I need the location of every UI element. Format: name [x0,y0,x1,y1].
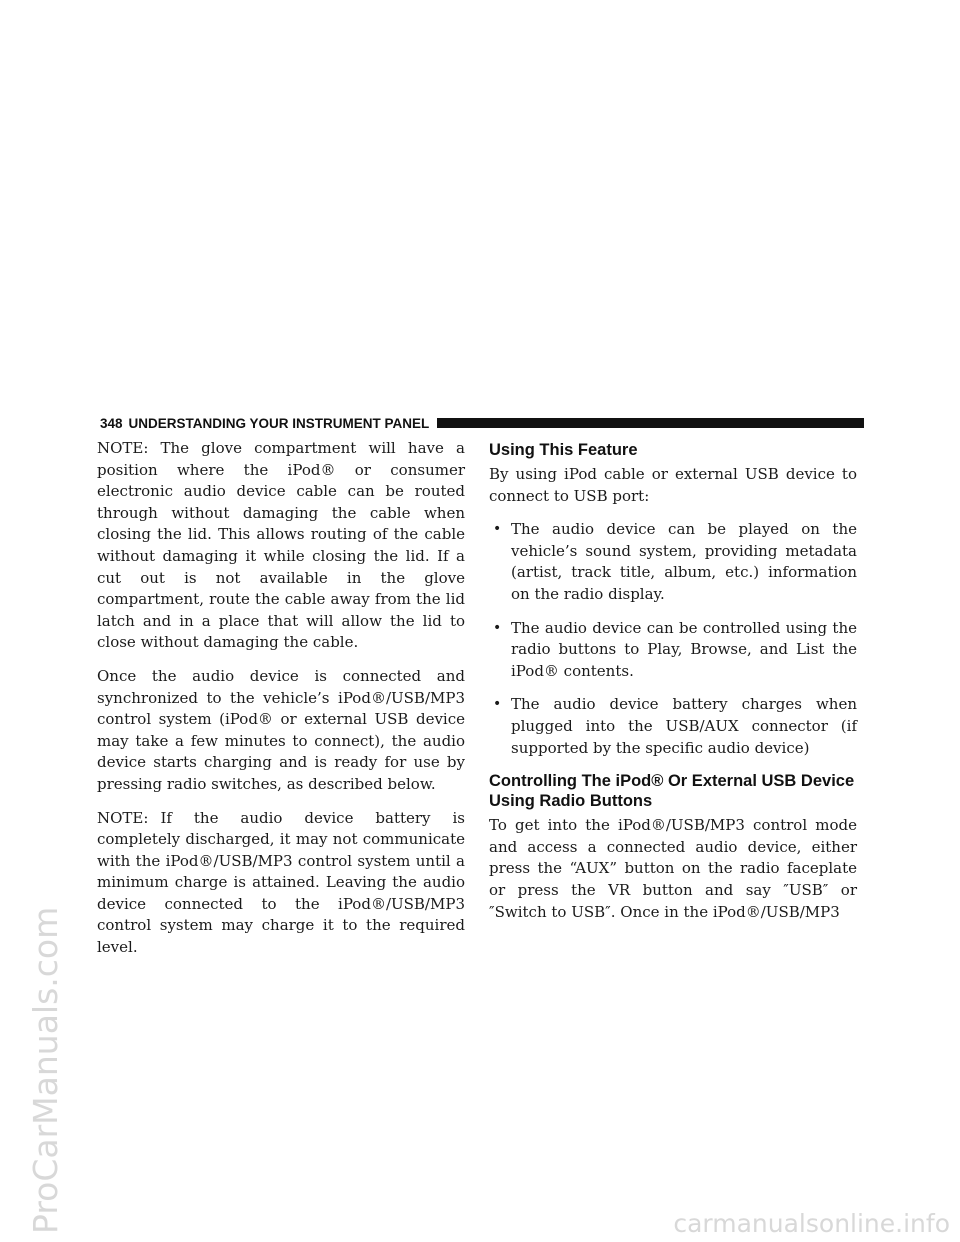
heading-controlling-ipod: Controlling The iPod® Or External USB Device Using Radio Buttons [489,772,855,811]
feature-list [489,519,857,759]
list-item: • The audio device can be controlled using the radio buttons to Play, Browse, and List the iPod® contents. [489,618,857,683]
bottom-watermark: carmanualsonline.info [673,1209,950,1238]
paragraph-control-mode: To get into the iPod®/USB/MP3 control mode and access a connected audio device, either press the “AUX” button on the radio faceplate or press the VR button and say ″USB″ or ″Switch to USB″. Once in the iPod®/USB/MP3 [489,816,857,921]
list-item: • The audio device can be played on the vehicle’s sound system, providing metadata (artist, track title, album, etc.) information on the radio display. [489,519,857,605]
page-number: 348 [100,415,123,431]
note-label: NOTE: [97,808,149,827]
left-column [97,438,465,959]
paragraph-intro: By using iPod cable or external USB device to connect to USB port: [489,465,857,505]
note-label: NOTE: [97,439,149,457]
section-title: UNDERSTANDING YOUR INSTRUMENT PANEL [128,415,430,431]
right-column [489,438,857,923]
note-glove-compartment [97,438,465,654]
header-rule [437,418,864,428]
paragraph-connected: Once the audio device is connected and synchronized to the vehicle’s iPod®/USB/MP3 control system (iPod® or external USB device may take a few minutes to connect), the audio device starts charging and is ready for use by pressing radio switches, as described below. [97,666,465,793]
note-text: The glove compartment will have a position where the iPod® or consumer electronic audio device cable can be routed through without damaging the cable when closing the lid. This allows routing of the cable without damaging it while closing the lid. If a cut out is not available in the glove compartment, route the cable away from the lid latch and in a place that will allow the lid to close without damaging the cable. [97,439,465,652]
list-item: • The audio device battery charges when plugged into the USB/AUX connector (if supported by the specific audio device) [489,694,857,759]
note-battery [97,808,465,959]
page-header [100,414,864,432]
note-text: If the audio device battery is completely discharged, it may not communicate with the iPod®/USB/MP3 control system until a minimum charge is attained. Leaving the audio device connected to the iPod®/USB/MP3 control system may charge it to the required level. [97,808,465,957]
side-watermark: ProCarManuals.com [26,906,65,1234]
heading-using-this-feature: Using This Feature [489,441,638,459]
